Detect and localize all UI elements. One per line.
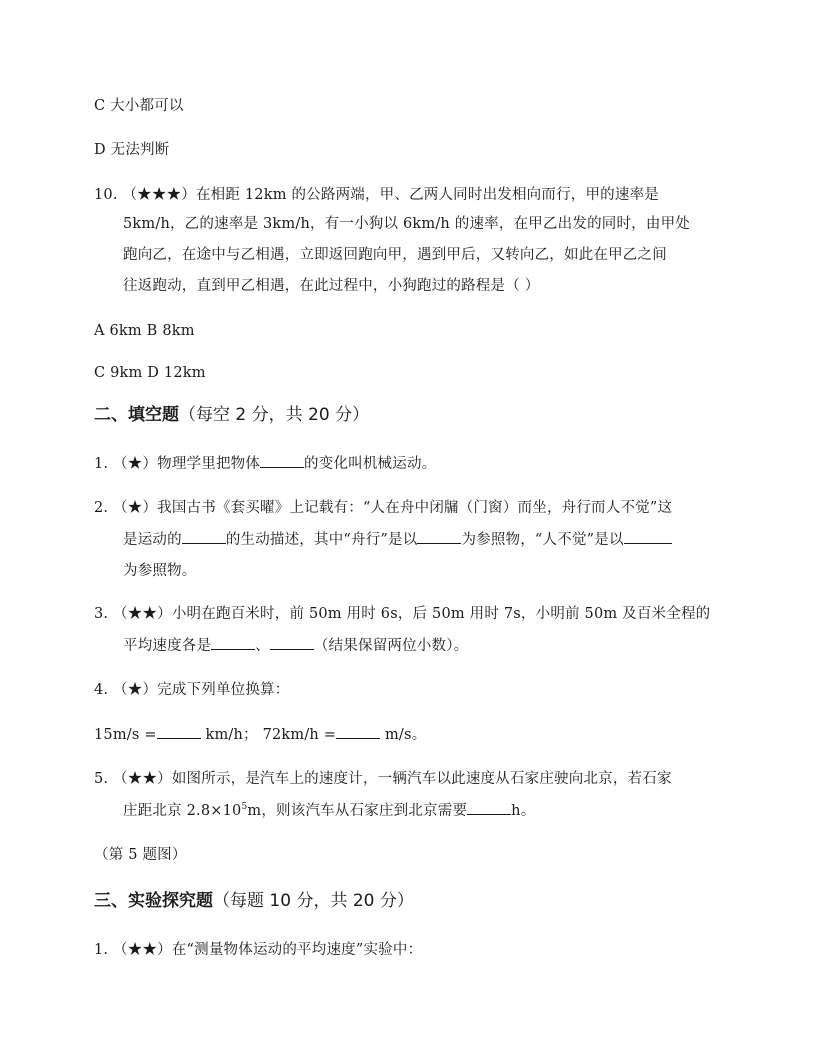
- question-10-line-3: 跑向乙，在途中与乙相遇，立即返回跑向甲，遇到甲后，又转向乙，如此在甲乙之间: [123, 247, 667, 263]
- answer-blank[interactable]: [336, 724, 380, 739]
- question-10-options-cd: C 9km D 12km: [94, 365, 206, 381]
- section-3-note: （每题 10 分，共 20 分）: [213, 891, 414, 911]
- question-10-options-ab: A 6km B 8km: [94, 323, 195, 339]
- fill-question-4-line-1: 4. （★）完成下列单位换算：: [94, 682, 290, 698]
- section-3-heading: [94, 890, 414, 912]
- question-10-line-4: 往返跑动，直到甲乙相遇，在此过程中，小狗跑过的路程是（ ）: [123, 278, 540, 294]
- fill-question-4-conversion: 15m/s = km/h； 72km/h = m/s。: [94, 724, 426, 745]
- figure-caption: （第 5 题图）: [94, 847, 187, 863]
- fill-question-2-line-2: 是运动的 的生动描述，其中“舟行”是以 为参照物，“人不觉”是以: [123, 529, 672, 550]
- fill-question-2-line-3: 为参照物。: [123, 563, 197, 579]
- fill-question-1: 1. （★）物理学里把物体 的变化叫机械运动。: [94, 453, 436, 474]
- section-2-note: （每空 2 分，共 20 分）: [179, 405, 370, 425]
- answer-blank[interactable]: [211, 635, 255, 650]
- answer-blank[interactable]: [182, 529, 226, 544]
- answer-blank[interactable]: [270, 635, 314, 650]
- answer-blank[interactable]: [260, 453, 304, 468]
- option-d: D 无法判断: [94, 142, 170, 158]
- fill-question-2-line-1: 2. （★）我国古书《套买曜》上记载有：“人在舟中闭牖（门窗）而坐，舟行而人不觉”这: [94, 500, 673, 516]
- question-10-line-1: 10. （★★★）在相距 12km 的公路两端，甲、乙两人同时出发相向而行，甲的速率是: [94, 187, 659, 203]
- fill-question-5-line-1: 5. （★★）如图所示，是汽车上的速度计，一辆汽车以此速度从石家庄驶向北京，若石家: [94, 771, 672, 787]
- answer-blank[interactable]: [157, 724, 201, 739]
- question-10-line-2: 5km/h，乙的速率是 3km/h，有一小狗以 6km/h 的速率，在甲乙出发的同时，由甲处: [123, 216, 690, 232]
- fill-question-3-line-1: 3. （★★）小明在跑百米时，前 50m 用时 6s，后 50m 用时 7s，小明前 50m 及百米全程的: [94, 606, 711, 622]
- option-c: C 大小都可以: [94, 98, 184, 114]
- answer-blank[interactable]: [467, 800, 511, 815]
- section-3-title: 三、实验探究题: [94, 891, 213, 911]
- experiment-question-1: 1. （★★）在“测量物体运动的平均速度”实验中：: [94, 942, 423, 958]
- answer-blank[interactable]: [624, 529, 672, 544]
- answer-blank[interactable]: [417, 529, 461, 544]
- fill-question-5-line-2: 庄距北京 $2.8\times 10^5m$，则该汽车从石家庄到北京需要 h。: [123, 800, 535, 821]
- fill-question-3-line-2: 平均速度各是 、 （结果保留两位小数）。: [123, 635, 468, 656]
- section-2-title: 二、填空题: [94, 405, 179, 425]
- section-2-heading: [94, 404, 369, 426]
